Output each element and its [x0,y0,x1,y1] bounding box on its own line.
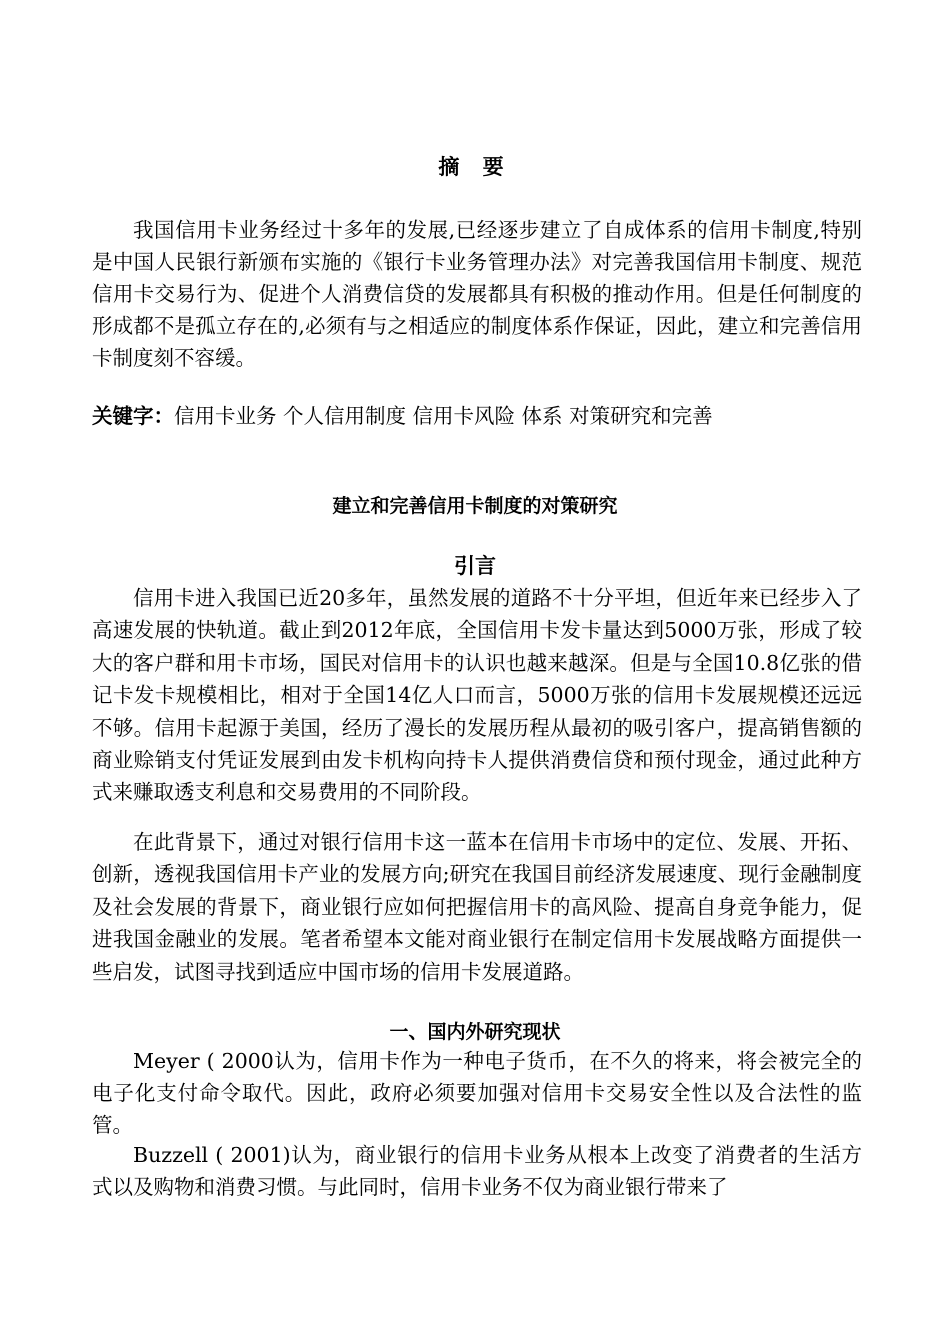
paper-title: 建立和完善信用卡制度的对策研究 [332,495,618,517]
section-heading-research-status: 一、国内外研究现状 [389,1021,561,1043]
keywords-label: 关键字： [92,404,174,428]
introduction-heading: 引言 [454,554,496,578]
introduction-paragraph-1: 信用卡进入我国已近20多年，虽然发展的道路不十分平坦，但近年来已经步入了高速发展的快轨道。截止到2012年底，全国信用卡发卡量达到5000万张，形成了较大的客户群和用卡市场，国民对信用卡的认识也越来越深。但是与全国10.8亿张的借记卡发卡规模相比，相对于全国14亿人口而言，5000万张的信用卡发展规模还远远不够。信用卡起源于美国，经历了漫长的发展历程从最初的吸引客户，提高销售额的商业赊销支付凭证发展到由发卡机构向持卡人提供消费信贷和预付现金，通过此种方式来赚取透支利息和交易费用的不同阶段。 [92,586,862,805]
section1-paragraph-buzzell: Buzzell ( 2001)认为，商业银行的信用卡业务从根本上改变了消费者的生活方式以及购物和消费习惯。与此同时，信用卡业务不仅为商业银行带来了 [92,1143,862,1199]
abstract-title: 摘 要 [438,155,512,179]
abstract-paragraph: 我国信用卡业务经过十多年的发展,已经逐步建立了自成体系的信用卡制度,特别是中国人民银行新颁布实施的《银行卡业务管理办法》对完善我国信用卡制度、规范信用卡交易行为、促进个人消费信贷的发展都具有积极的推动作用。但是任何制度的形成都不是孤立存在的,必须有与之相适应的制度体系作保证，因此，建立和完善信用卡制度刻不容缓。 [92,218,862,370]
introduction-paragraph-2: 在此背景下，通过对银行信用卡这一蓝本在信用卡市场中的定位、发展、开拓、创新，透视我国信用卡产业的发展方向;研究在我国目前经济发展速度、现行金融制度及社会发展的背景下，商业银行应如何把握信用卡的高风险、提高自身竞争能力，促进我国金融业的发展。笔者希望本文能对商业银行在制定信用卡发展战略方面提供一些启发，试图寻找到适应中国市场的信用卡发展道路。 [92,830,862,984]
section1-paragraph-meyer: Meyer ( 2000认为，信用卡作为一种电子货币，在不久的将来，将会被完全的电子化支付命令取代。因此，政府必须要加强对信用卡交易安全性以及合法性的监管。 [92,1049,862,1137]
keywords-value: 信用卡业务 个人信用制度 信用卡风险 体系 对策研究和完善 [174,404,713,428]
keywords-line [92,400,862,432]
